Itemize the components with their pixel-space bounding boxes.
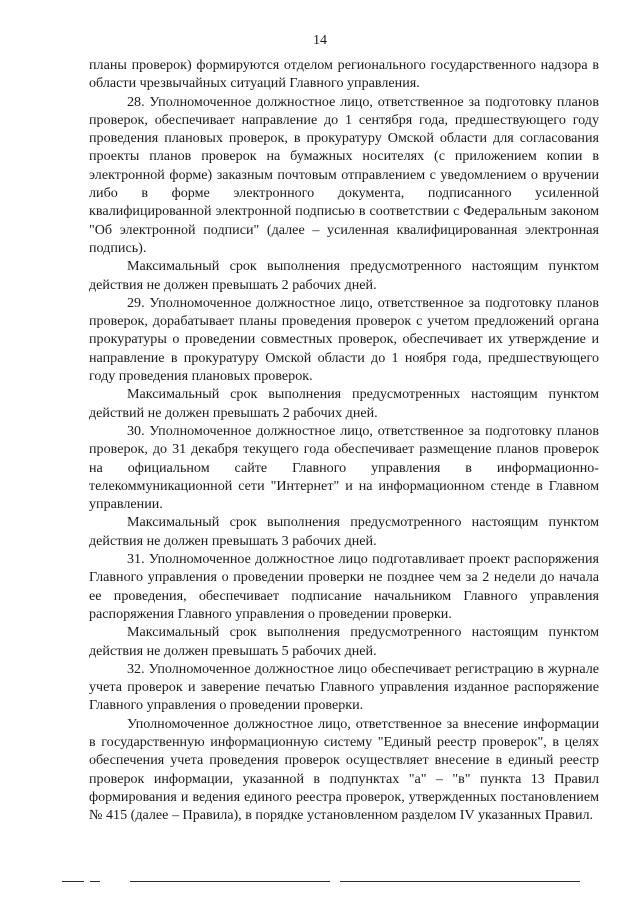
paragraph-28: 28. Уполномоченное должностное лицо, ответственное за подготовку планов проверок, обеспечивает направление до 1 сентября года, предшествующего году проведения плановых проверок, в прокуратуру Омской области для согласования проекты планов проверок на бумажных носителях (с приложением копии в электронной форме) заказным почтовым отправлением с уведомлением о вручении либо в форме электронного документа, подписанного усиленной квалифицированной электронной подписью в соответствии с Федеральным законом "Об электронной подписи" (далее – усиленная квалифицированная электронная подпись). (89, 93, 599, 256)
footer-rule (90, 881, 100, 882)
paragraph-31-deadline: Максимальный срок выполнения предусмотренного настоящим пунктом действия не должен превышать 5 рабочих дней. (89, 624, 599, 659)
paragraph-continuation: планы проверок) формируются отделом регионального государственного надзора в области чрезвычайных ситуаций Главного управления. (89, 57, 599, 92)
paragraph-30-deadline: Максимальный срок выполнения предусмотренного настоящим пунктом действия не должен превышать 3 рабочих дней. (89, 514, 599, 549)
footer-rule (340, 881, 580, 882)
paragraph-29: 29. Уполномоченное должностное лицо, ответственное за подготовку планов проверок, дорабатывает планы проведения проверок с учетом предложений органа прокуратуры о проведении совместных проверок, обеспечивает их утверждение и направление в прокуратуру Омской области до 1 ноября года, предшествующего году проведения плановых проверок. (89, 294, 599, 385)
paragraph-30: 30. Уполномоченное должностное лицо, ответственное за подготовку планов проверок, до 31 декабря текущего года обеспечивает размещение планов проверок на официальном сайте Главного управления в информационно-телекоммуникационной сети "Интернет" и на информационном стенде в Главном управлении. (89, 422, 599, 513)
page-number: 14 (313, 33, 327, 48)
paragraph-32-registry: Уполномоченное должностное лицо, ответственное за внесение информации в государственную информационную систему "Единый реестр проверок", в целях обеспечения учета проведения проверок осуществляет внесение в единый реестр проверок информации, указанной в подпунктах "а" – "в" пункта 13 Правил формирования и ведения единого реестра проверок, утвержденных постановлением № 415 (далее – Правила), в порядке установленном разделом IV указанных Правил. (89, 715, 599, 824)
paragraph-28-deadline: Максимальный срок выполнения предусмотренного настоящим пунктом действия не должен превышать 2 рабочих дней. (89, 258, 599, 293)
paragraph-29-deadline: Максимальный срок выполнения предусмотренных настоящим пунктом действий не должен превышать 2 рабочих дней. (89, 386, 599, 421)
footer-rule (62, 881, 84, 882)
footer-rule (130, 881, 330, 882)
document-body (89, 56, 599, 824)
paragraph-32: 32. Уполномоченное должностное лицо обеспечивает регистрацию в журнале учета проверок и заверение печатью Главного управления изданное распоряжение Главного управления о проведении проверки. (89, 660, 599, 714)
paragraph-31: 31. Уполномоченное должностное лицо подготавливает проект распоряжения Главного управления о проведении проверки не позднее чем за 2 недели до начала ее проведения, обеспечивает подписание начальником Главного управления распоряжения Главного управления о проведении проверки. (89, 551, 599, 622)
